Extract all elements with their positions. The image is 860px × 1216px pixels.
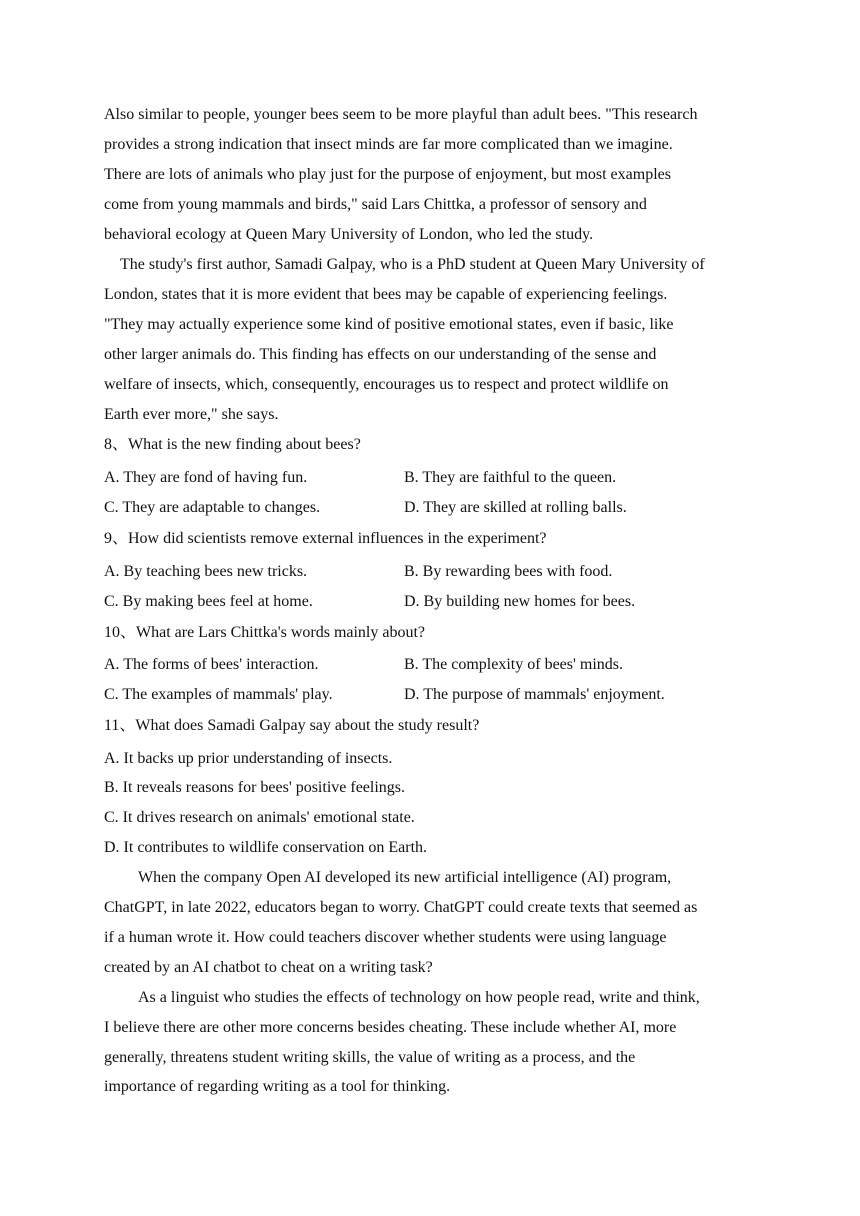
answer-option: D. They are skilled at rolling balls.: [404, 499, 627, 516]
paragraph-line: I believe there are other more concerns besides cheating. These include whether AI, more: [104, 1019, 677, 1036]
answer-option: B. They are faithful to the queen.: [404, 469, 617, 486]
paragraph-line: welfare of insects, which, consequently, encourages us to respect and protect wildlife on: [104, 376, 669, 393]
answer-option: B. It reveals reasons for bees' positive feelings.: [104, 779, 406, 796]
answer-option: C. The examples of mammals' play.: [104, 686, 333, 703]
paragraph-line: importance of regarding writing as a tool for thinking.: [104, 1078, 451, 1095]
answer-option: B. By rewarding bees with food.: [404, 563, 613, 580]
paragraph-line: Also similar to people, younger bees seem to be more playful than adult bees. "This research: [104, 106, 698, 123]
answer-option: D. By building new homes for bees.: [404, 593, 636, 610]
question-stem: 8、What is the new finding about bees?: [104, 436, 361, 453]
paragraph-line: provides a strong indication that insect minds are far more complicated than we imagine.: [104, 136, 673, 153]
question-stem: 10、What are Lars Chittka's words mainly about?: [104, 624, 426, 641]
question-stem: 9、How did scientists remove external influences in the experiment?: [104, 530, 547, 547]
paragraph-line: As a linguist who studies the effects of technology on how people read, write and think,: [138, 989, 700, 1006]
answer-option: C. They are adaptable to changes.: [104, 499, 321, 516]
answer-option: B. The complexity of bees' minds.: [404, 656, 623, 673]
paragraph-line: The study's first author, Samadi Galpay, who is a PhD student at Queen Mary University of: [120, 256, 705, 273]
answer-option: A. The forms of bees' interaction.: [104, 656, 319, 673]
answer-option: C. It drives research on animals' emotional state.: [104, 809, 415, 826]
paragraph-line: When the company Open AI developed its new artificial intelligence (AI) program,: [138, 869, 672, 886]
paragraph-line: generally, threatens student writing skills, the value of writing as a process, and the: [104, 1049, 636, 1066]
paragraph-line: created by an AI chatbot to cheat on a writing task?: [104, 959, 433, 976]
paragraph-line: Earth ever more," she says.: [104, 406, 279, 423]
paragraph-line: "They may actually experience some kind of positive emotional states, even if basic, like: [104, 316, 674, 333]
answer-option: D. It contributes to wildlife conservation on Earth.: [104, 839, 428, 856]
paragraph-line: other larger animals do. This finding has effects on our understanding of the sense and: [104, 346, 657, 363]
paragraph-line: There are lots of animals who play just for the purpose of enjoyment, but most examples: [104, 166, 671, 183]
paragraph-line: behavioral ecology at Queen Mary University of London, who led the study.: [104, 226, 594, 243]
paragraph-line: if a human wrote it. How could teachers discover whether students were using language: [104, 929, 667, 946]
answer-option: A. They are fond of having fun.: [104, 469, 308, 486]
paragraph-line: ChatGPT, in late 2022, educators began to worry. ChatGPT could create texts that seemed as: [104, 899, 698, 916]
paragraph-line: London, states that it is more evident that bees may be capable of experiencing feelings.: [104, 286, 668, 303]
answer-option: A. By teaching bees new tricks.: [104, 563, 308, 580]
question-stem: 11、What does Samadi Galpay say about the study result?: [104, 717, 480, 734]
answer-option: A. It backs up prior understanding of insects.: [104, 750, 393, 767]
paragraph-line: come from young mammals and birds," said Lars Chittka, a professor of sensory and: [104, 196, 647, 213]
answer-option: D. The purpose of mammals' enjoyment.: [404, 686, 665, 703]
answer-option: C. By making bees feel at home.: [104, 593, 313, 610]
